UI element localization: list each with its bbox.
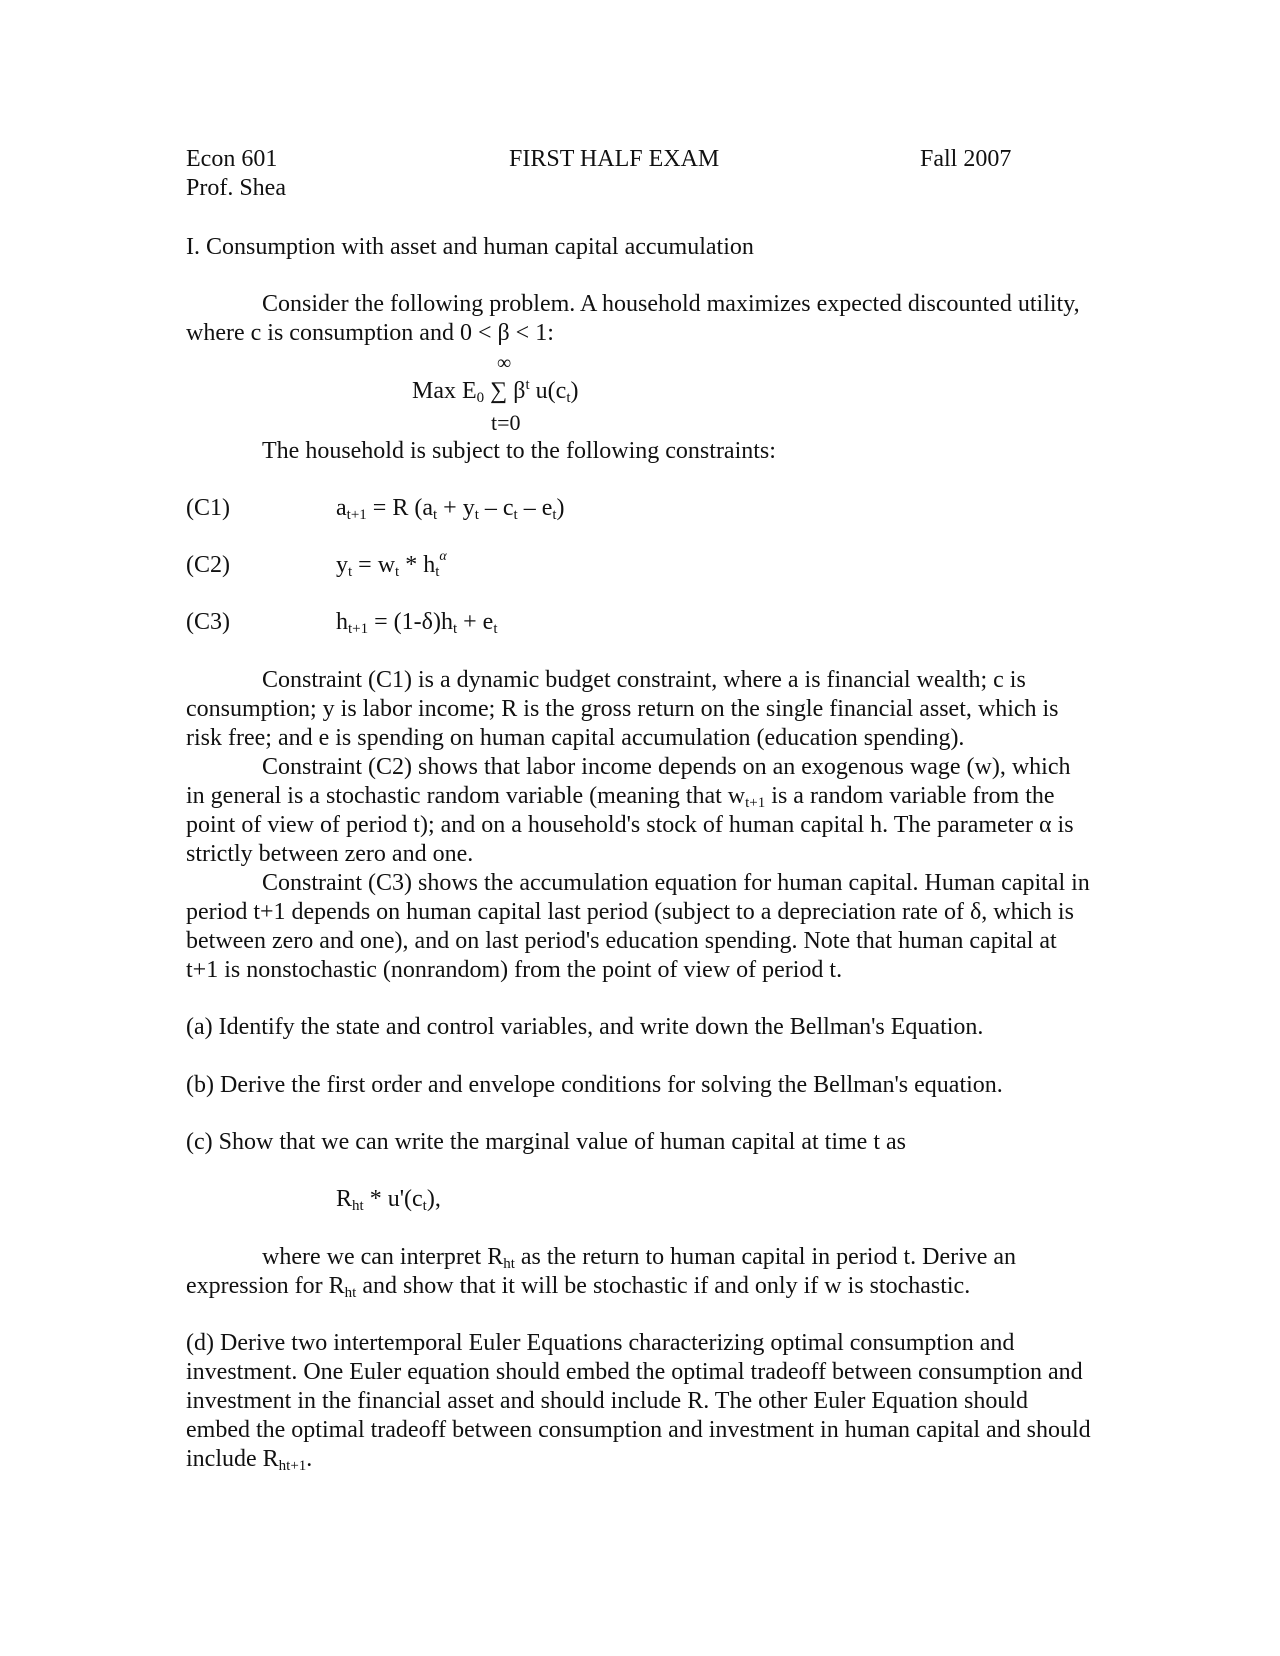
professor-name: Prof. Shea [186,175,286,201]
intro-paragraph: Consider the following problem. A household maximizes expected discounted utility, where c is consumption and 0 < β < 1: [186,291,1080,346]
objective-function [412,378,578,405]
utility-subscript: t [566,390,571,406]
beta-symbol: β [513,378,526,404]
constraints-intro: The household is subject to the following constraints: [262,438,776,464]
utility-close: ) [570,378,579,404]
max-expectation: Max E [412,378,477,404]
exam-term: Fall 2007 [920,146,1012,172]
sum-upper-limit: ∞ [497,352,512,374]
constraint-c3-equation: $h_{t+1} = (1-\delta)h_t + e_t$ [336,609,498,637]
sum-symbol: ∑ [490,378,508,404]
utility-term: u(c [535,378,567,404]
question-b: (b) Derive the first order and envelope conditions for solving the Bellman's equation. [186,1072,1003,1098]
section-title: I. Consumption with asset and human capital accumulation [186,234,754,260]
question-c: (c) Show that we can write the marginal value of human capital at time t as [186,1129,906,1155]
constraint-c1-equation: $a_{t+1} = R$ $(a_t + y_t - c_t - e_t)$ [336,495,565,523]
question-c-formula: $R_{ht} * u'(c_t)$, [336,1186,441,1214]
constraint-c3-label: (C3) [186,609,230,635]
expectation-subscript: 0 [476,390,485,406]
explanation-c1: Constraint (C1) is a dynamic budget constraint, where a is financial wealth; c is consumption; y is labor income; R is the gross return on the single financial asset, which is risk free; and e is spending on human capital accumulation (education spending). [186,667,1059,751]
constraint-c2-equation: $y_t = w_t * h_t^\alpha$ [336,549,447,580]
constraint-c2-label: (C2) [186,552,230,578]
explanation-c2: Constraint (C2) shows that labor income depends on an exogenous wage (w), which in general is a stochastic random variable (meaning that $w_{t+1}$ is a random variable from the point of view of period t); and on a household's stock of human capital h. The parameter α is strictly between zero and one. [186,754,1074,867]
constraint-c1-label: (C1) [186,495,230,521]
explanation-c3: Constraint (C3) shows the accumulation equation for human capital. Human capital in period t+1 depends on human capital last period (subject to a depreciation rate of δ, which is between zero and one), and on last period's education spending. Note that human capital at t+1 is nonstochastic (nonrandom) from the point of view of period t. [186,870,1090,983]
question-a: (a) Identify the state and control variables, and write down the Bellman's Equation. [186,1014,984,1040]
question-d: (d) Derive two intertemporal Euler Equations characterizing optimal consumption and investment. One Euler equation should embed the optimal tradeoff between consumption and investment in the financial asset and should include R. The other Euler Equation should embed the optimal tradeoff between consumption and investment in human capital and should include $R_{ht+1}$. [186,1330,1091,1474]
course-name: Econ 601 [186,146,278,172]
sum-lower-limit: t=0 [491,410,521,435]
beta-exponent: t [525,377,530,393]
exam-title: FIRST HALF EXAM [509,146,720,172]
question-c-followup: where we can interpret $R_{ht}$ as the return to human capital in period t. Derive an expression for $R_{ht}$ and show that it will be stochastic if and only if w is stochastic. [186,1244,1017,1301]
